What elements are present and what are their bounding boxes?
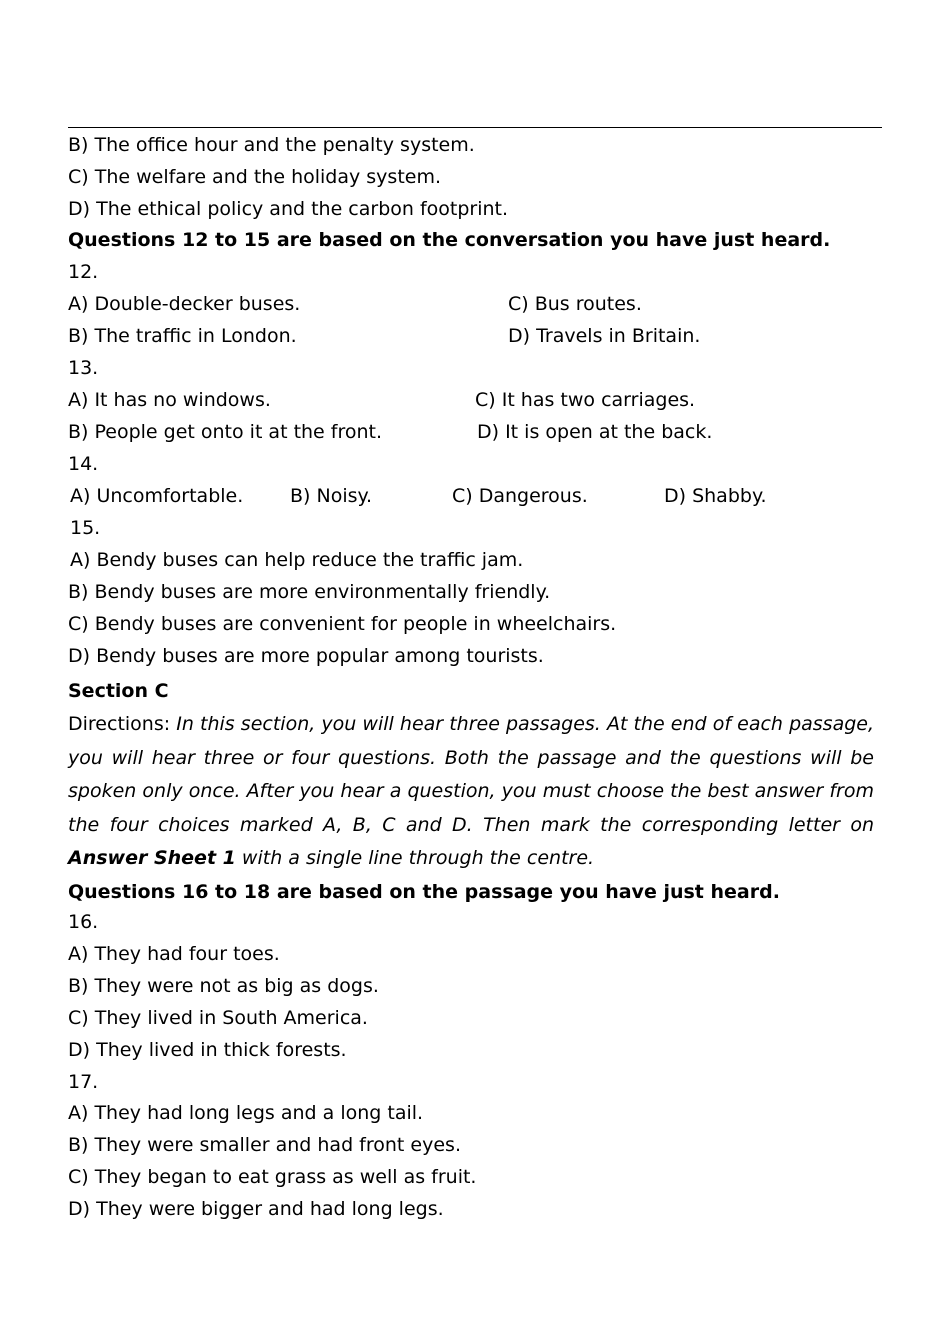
q13-number: 13. [68,357,99,379]
q16-option-b: B) They were not as big as dogs. [68,975,379,997]
q17-option-b: B) They were smaller and had front eyes. [68,1134,461,1156]
q17-option-a: A) They had long legs and a long tail. [68,1102,424,1124]
q12-option-d: D) Travels in Britain. [508,325,701,347]
q11-option-d: D) The ethical policy and the carbon footprint. [68,198,509,220]
q15-option-d: D) Bendy buses are more popular among tourists. [68,645,544,667]
q14-option-c: C) Dangerous. [452,485,588,507]
q16-option-a: A) They had four toes. [68,943,280,965]
q16-option-d: D) They lived in thick forests. [68,1039,347,1061]
directions-text-2: with a single line through the centre. [241,847,595,870]
q11-option-b: B) The office hour and the penalty system. [68,134,475,156]
q13-option-a: A) It has no windows. [68,389,271,411]
q13-option-d: D) It is open at the back. [477,421,713,443]
q14-number: 14. [68,453,99,475]
q12-option-b: B) The traffic in London. [68,325,297,347]
q17-option-d: D) They were bigger and had long legs. [68,1198,444,1220]
header-rule [68,127,882,128]
heading-questions-12-15: Questions 12 to 15 are based on the conversation you have just heard. [68,229,831,251]
q15-option-c: C) Bendy buses are convenient for people in wheelchairs. [68,613,617,635]
directions-text-1: In this section, you will hear three passages. At the end of each passage, you will hear three or four questions. Both the passage and the questions will be spoken only once. After you hear a question, you must choose the best answer from the four choices marked A, B, C and D. Then mark the corresponding letter on [68,713,874,836]
section-c-directions [68,708,874,876]
answer-sheet-label: Answer Sheet 1 [68,847,236,870]
directions-label: Directions: [68,713,171,735]
q15-option-a: A) Bendy buses can help reduce the traffic jam. [70,549,524,571]
q13-option-c: C) It has two carriages. [475,389,696,411]
q11-option-c: C) The welfare and the holiday system. [68,166,442,188]
q15-option-b: B) Bendy buses are more environmentally friendly. [68,581,551,603]
section-c-title: Section C [68,680,169,702]
q17-number: 17. [68,1071,99,1093]
heading-questions-16-18: Questions 16 to 18 are based on the passage you have just heard. [68,881,780,903]
q16-option-c: C) They lived in South America. [68,1007,368,1029]
q16-number: 16. [68,911,99,933]
q13-option-b: B) People get onto it at the front. [68,421,383,443]
q15-number: 15. [70,517,101,539]
q14-option-d: D) Shabby. [664,485,767,507]
q12-option-c: C) Bus routes. [508,293,642,315]
q17-option-c: C) They began to eat grass as well as fruit. [68,1166,477,1188]
q12-option-a: A) Double-decker buses. [68,293,301,315]
q14-option-b: B) Noisy. [290,485,373,507]
q12-number: 12. [68,261,99,283]
q14-option-a: A) Uncomfortable. [70,485,244,507]
